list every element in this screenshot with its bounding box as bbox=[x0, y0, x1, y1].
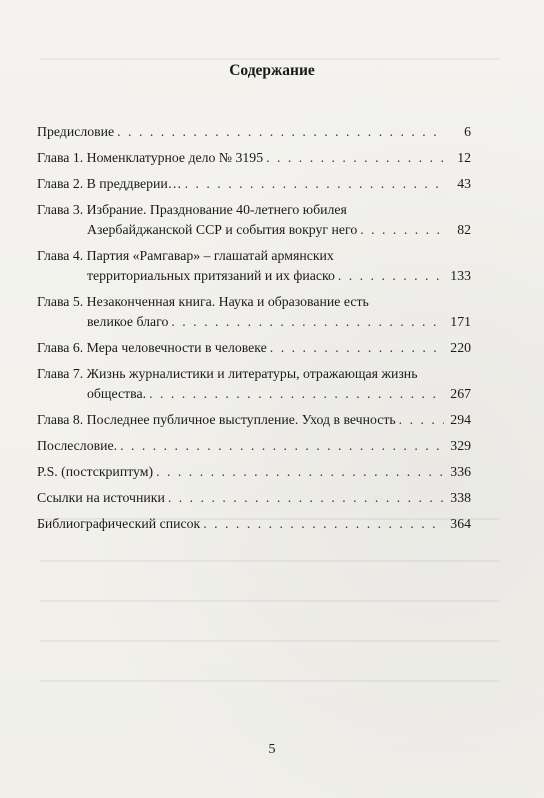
toc-entry-title-continued: территориальных притязаний и их фиаско bbox=[87, 268, 335, 283]
show-through-text bbox=[40, 560, 500, 562]
toc-entry-chapter-7[interactable] bbox=[37, 364, 471, 404]
toc-entry-page: 171 bbox=[450, 314, 471, 329]
toc-entry-references[interactable] bbox=[37, 488, 471, 508]
toc-entry-title-continued: общества. bbox=[87, 386, 147, 401]
toc-entry-title: Глава 2. В преддверии… bbox=[37, 176, 182, 191]
dot-leader bbox=[149, 384, 444, 404]
dot-leader bbox=[117, 122, 444, 142]
toc-entry-title: Глава 3. Избрание. Празднование 40-летнего юбилея bbox=[37, 202, 347, 217]
toc-entry-title: Глава 7. Жизнь журналистики и литературы, отражающая жизнь bbox=[37, 366, 418, 381]
toc-entry-page: 364 bbox=[450, 516, 471, 531]
contents-heading: Содержание bbox=[229, 62, 315, 79]
toc-entry-page: 338 bbox=[450, 490, 471, 505]
show-through-text bbox=[40, 58, 500, 60]
toc-entry-chapter-3[interactable] bbox=[37, 200, 471, 240]
toc-entry-page: 6 bbox=[464, 124, 471, 139]
page-number: 5 bbox=[268, 742, 276, 757]
toc-entry-page: 267 bbox=[450, 386, 471, 401]
toc-entry-chapter-4[interactable] bbox=[37, 246, 471, 286]
toc-entry-chapter-1[interactable] bbox=[37, 148, 471, 168]
toc-entry-page: 294 bbox=[450, 412, 471, 427]
dot-leader bbox=[270, 338, 444, 358]
toc-entry-title: Глава 4. Партия «Рамгавар» – глашатай армянских bbox=[37, 248, 334, 263]
toc-entry-chapter-5[interactable] bbox=[37, 292, 471, 332]
show-through-text bbox=[40, 680, 500, 682]
dot-leader bbox=[120, 436, 444, 456]
toc-entry-title: Глава 1. Номенклатурное дело № 3195 bbox=[37, 150, 264, 165]
dot-leader bbox=[185, 174, 444, 194]
dot-leader bbox=[168, 488, 444, 508]
show-through-text bbox=[40, 640, 500, 642]
toc-entry-title: Глава 6. Мера человечности в человеке bbox=[37, 340, 267, 355]
dot-leader bbox=[156, 462, 444, 482]
toc-entry-title: Послесловие. bbox=[37, 438, 118, 453]
toc-entry-page: 82 bbox=[457, 222, 471, 237]
show-through-text bbox=[40, 600, 500, 602]
toc-entry-page: 329 bbox=[450, 438, 471, 453]
toc-entry-title: Предисловие bbox=[37, 124, 115, 139]
toc-entry-page: 220 bbox=[450, 340, 471, 355]
dot-leader bbox=[266, 148, 444, 168]
toc-entry-page: 43 bbox=[457, 176, 471, 191]
toc-entry-title: P.S. (постскриптум) bbox=[37, 464, 154, 479]
toc-entry-postscript[interactable] bbox=[37, 462, 471, 482]
toc-entry-title-continued: великое благо bbox=[87, 314, 169, 329]
dot-leader bbox=[399, 410, 444, 430]
toc-entry-afterword[interactable] bbox=[37, 436, 471, 456]
toc-entry-title-continued: Азербайджанской ССР и события вокруг него bbox=[87, 222, 358, 237]
toc-entry-page: 133 bbox=[450, 268, 471, 283]
toc-entry-title: Ссылки на источники bbox=[37, 490, 165, 505]
dot-leader bbox=[338, 266, 444, 286]
toc-entry-title: Библиографический список bbox=[37, 516, 201, 531]
toc-entry-chapter-2[interactable] bbox=[37, 174, 471, 194]
dot-leader bbox=[171, 312, 444, 332]
dot-leader bbox=[203, 514, 444, 534]
toc-entry-page: 12 bbox=[457, 150, 471, 165]
toc-entry-bibliography[interactable] bbox=[37, 514, 471, 534]
table-of-contents bbox=[37, 122, 471, 540]
toc-entry-title: Глава 8. Последнее публичное выступление. Уход в вечность bbox=[37, 412, 396, 427]
dot-leader bbox=[360, 220, 444, 240]
toc-entry-preface[interactable] bbox=[37, 122, 471, 142]
toc-entry-page: 336 bbox=[450, 464, 471, 479]
toc-entry-chapter-8[interactable] bbox=[37, 410, 471, 430]
toc-entry-title: Глава 5. Незаконченная книга. Наука и образование есть bbox=[37, 294, 369, 309]
toc-entry-chapter-6[interactable] bbox=[37, 338, 471, 358]
